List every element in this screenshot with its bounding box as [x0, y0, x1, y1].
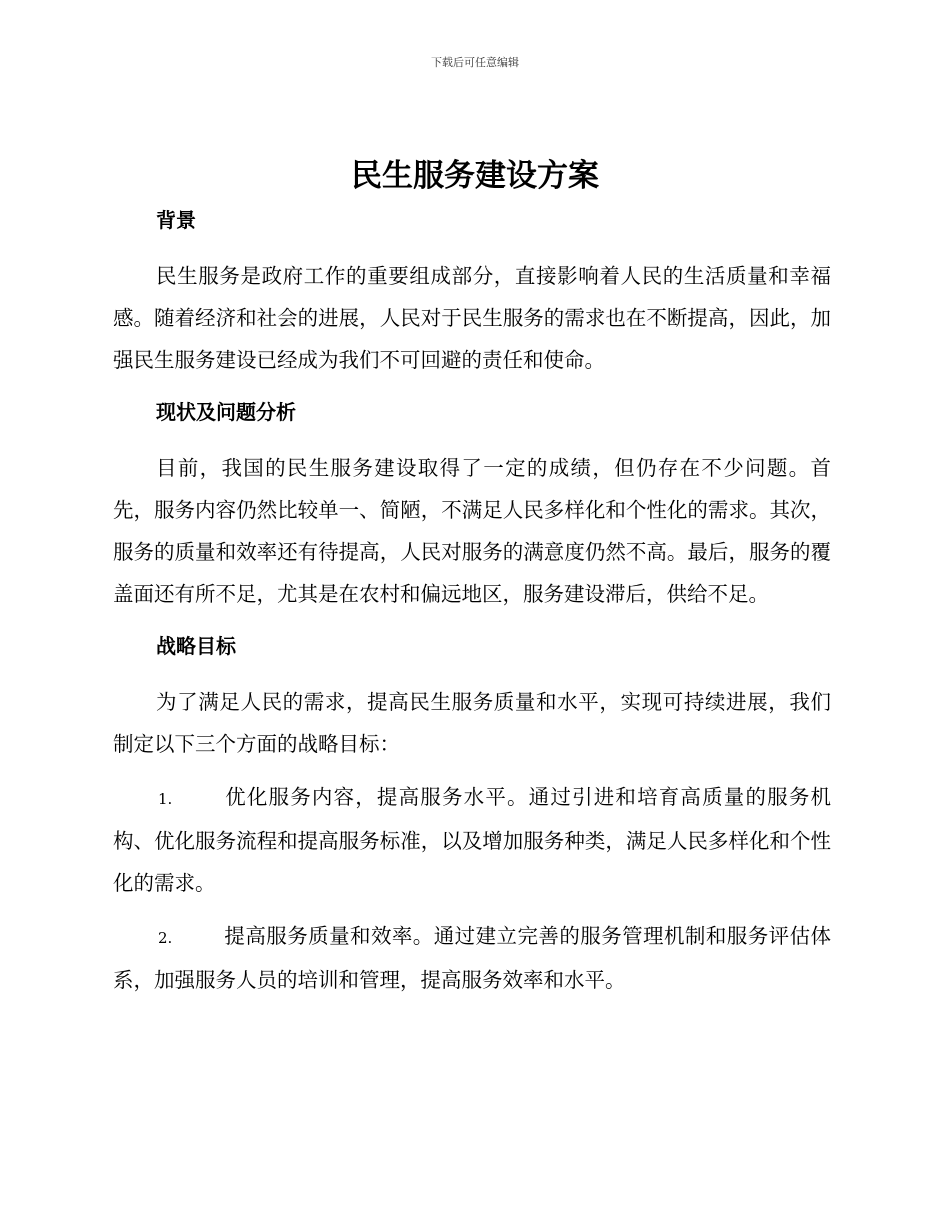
- paragraph-strategic-goals-intro: 为了满足人民的需求，提高民生服务质量和水平，实现可持续进展，我们制定以下三个方面的战略目标：: [113, 690, 831, 756]
- list-item: [113, 776, 831, 904]
- list-item-text: 优化服务内容，提高服务水平。通过引进和培育高质量的服务机构、优化服务流程和提高服务标准，以及增加服务种类，满足人民多样化和个性化的需求。: [113, 785, 831, 895]
- section-heading-strategic-goals: 战略目标: [156, 634, 236, 658]
- list-item: [113, 915, 831, 1001]
- list-item-number: 1.: [158, 790, 173, 808]
- document-body: [113, 200, 831, 1001]
- section-heading-background: 背景: [156, 208, 196, 232]
- list-item-text: 提高服务质量和效率。通过建立完善的服务管理机制和服务评估体系，加强服务人员的培训和管理，提高服务效率和水平。: [113, 924, 831, 992]
- paragraph-background: 民生服务是政府工作的重要组成部分，直接影响着人民的生活质量和幸福感。随着经济和社会的进展，人民对于民生服务的需求也在不断提高，因此，加强民生服务建设已经成为我们不可回避的责任和使命。: [113, 264, 831, 372]
- paragraph-status-analysis: 目前，我国的民生服务建设取得了一定的成绩，但仍存在不少问题。首先，服务内容仍然比较单一、简陋，不满足人民多样化和个性化的需求。其次，服务的质量和效率还有待提高，人民对服务的满意度仍然不高。最后，服务的覆盖面还有所不足，尤其是在农村和偏远地区，服务建设滞后，供给不足。: [113, 456, 831, 606]
- document-title: 民生服务建设方案: [351, 158, 599, 194]
- list-item-number: 2.: [158, 929, 173, 947]
- header-note: 下载后可任意编辑: [431, 56, 519, 69]
- section-heading-status-analysis: 现状及问题分析: [156, 400, 296, 424]
